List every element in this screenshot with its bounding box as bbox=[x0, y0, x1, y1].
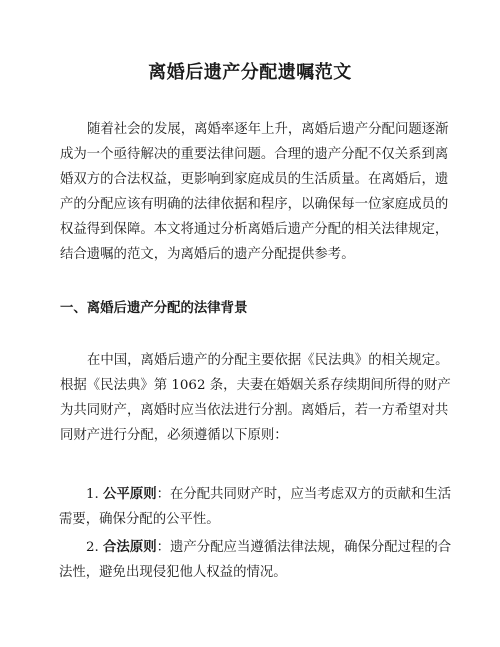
intro-paragraph bbox=[60, 117, 449, 267]
principle-item bbox=[59, 482, 452, 532]
section-heading: 一、离婚后遗产分配的法律背景 bbox=[60, 301, 248, 316]
principle-number: 2. bbox=[86, 540, 104, 555]
section-line: 在中国，离婚后遗产的分配主要依据《民法典》的相关规定。 bbox=[87, 353, 449, 368]
section-line: 同财产进行分配，必须遵循以下原则： bbox=[60, 428, 288, 443]
section-paragraph bbox=[60, 348, 451, 448]
intro-line: 婚双方的合法权益，更影响到家庭成员的生活质量。在离婚后，遗 bbox=[60, 172, 449, 187]
principle-text: 法性，避免出现侵犯他人权益的情况。 bbox=[59, 565, 287, 580]
section-line: 为共同财产，离婚时应当依法进行分割。离婚后，若一方希望对共 bbox=[60, 403, 449, 418]
intro-line: 随着社会的发展，离婚率逐年上升，离婚后遗产分配问题逐渐 bbox=[87, 122, 449, 137]
intro-line: 权益得到保障。本文将通过分析离婚后遗产分配的相关法律规定， bbox=[60, 222, 449, 237]
intro-line: 成为一个亟待解决的重要法律问题。合理的遗产分配不仅关系到离 bbox=[60, 147, 449, 162]
section-line: 根据《民法典》第 1062 条，夫妻在婚姻关系存续期间所得的财产 bbox=[60, 378, 451, 393]
principle-text: ：在分配共同财产时，应当考虑双方的贡献和生活 bbox=[156, 487, 452, 502]
principle-number: 1. bbox=[86, 487, 104, 502]
principle-term: 合法原则 bbox=[103, 540, 157, 555]
document-title: 离婚后遗产分配遗嘱范文 bbox=[148, 62, 352, 83]
principle-text: 需要，确保分配的公平性。 bbox=[59, 512, 220, 527]
principle-term: 公平原则 bbox=[103, 487, 157, 502]
principle-text: ：遗产分配应当遵循法律法规，确保分配过程的合 bbox=[156, 540, 452, 555]
principle-item bbox=[59, 535, 452, 585]
intro-line: 结合遗嘱的范文，为离婚后的遗产分配提供参考。 bbox=[60, 247, 355, 262]
intro-line: 产的分配应该有明确的法律依据和程序，以确保每一位家庭成员的 bbox=[60, 197, 449, 212]
